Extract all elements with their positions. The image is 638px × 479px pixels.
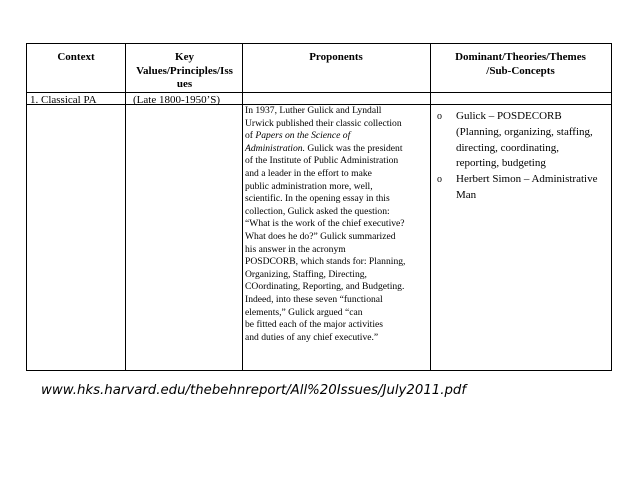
proponents-line: collection, Gulick asked the question: bbox=[245, 205, 390, 217]
col-divider-3 bbox=[430, 43, 431, 371]
bullet-line: Herbert Simon – Administrative bbox=[456, 173, 598, 186]
proponents-line: elements,” Gulick argued “can bbox=[245, 306, 363, 318]
proponents-line bbox=[245, 143, 430, 156]
bullet-marker: o bbox=[437, 174, 442, 186]
header-key-values-line2: Values/Principles/Iss bbox=[136, 64, 233, 77]
proponents-line: In 1937, Luther Gulick and Lyndall bbox=[245, 105, 382, 116]
header-key-values bbox=[126, 51, 243, 92]
header-proponents: Proponents bbox=[309, 51, 363, 63]
bullet-line: Gulick – POSDECORB bbox=[456, 110, 562, 122]
header-dominant-themes bbox=[430, 51, 611, 78]
row1-proponents bbox=[245, 105, 430, 344]
proponents-line: POSDCORB, which stands for: Planning, bbox=[245, 256, 406, 268]
bullet-line: (Planning, organizing, staffing, bbox=[456, 125, 593, 138]
row1-dominant-themes bbox=[437, 109, 611, 204]
list-item bbox=[437, 109, 611, 172]
proponents-line: Organizing, Staffing, Directing, bbox=[245, 268, 367, 280]
proponents-line: COordinating, Reporting, and Budgeting. bbox=[245, 281, 405, 293]
proponents-line: What does he do?” Gulick summarized bbox=[245, 230, 396, 242]
table-border-right bbox=[611, 43, 612, 371]
proponents-line: of the Institute of Public Administration bbox=[245, 155, 399, 167]
bullet-line: directing, coordinating, bbox=[456, 141, 559, 154]
header-key-values-line1: Key bbox=[175, 51, 194, 63]
bullet-line: reporting, budgeting bbox=[456, 157, 546, 170]
proponents-line: and duties of any chief executive.” bbox=[245, 331, 379, 343]
table-border-bottom bbox=[26, 370, 612, 371]
proponents-line: his answer in the acronym bbox=[245, 243, 346, 255]
table-border-left bbox=[26, 43, 27, 371]
proponents-line: “What is the work of the chief executive? bbox=[245, 218, 405, 230]
col-divider-1 bbox=[125, 43, 126, 371]
proponents-line: scientific. In the opening essay in this bbox=[245, 193, 390, 205]
col-divider-2 bbox=[242, 43, 243, 371]
bullet-line: Man bbox=[456, 188, 477, 201]
list-item bbox=[437, 172, 611, 204]
book-title-part1: Papers on the Science of bbox=[255, 130, 351, 142]
proponents-line: Indeed, into these seven “functional bbox=[245, 293, 383, 305]
row1-context: 1. Classical PA bbox=[30, 94, 97, 106]
proponents-line: Urwick published their classic collection bbox=[245, 117, 402, 129]
table-border-top bbox=[26, 43, 612, 44]
proponents-line-prefix: of bbox=[245, 130, 256, 142]
proponents-line-rest: Gulick was the president bbox=[304, 142, 403, 154]
proponents-line bbox=[245, 130, 430, 143]
proponents-line: public administration more, well, bbox=[245, 180, 373, 192]
proponents-line: and a leader in the effort to make bbox=[245, 167, 372, 179]
header-dominant-line2: /Sub-Concepts bbox=[486, 64, 555, 77]
bullet-marker: o bbox=[437, 111, 442, 122]
proponents-line: be fitted each of the major activities bbox=[245, 319, 383, 331]
book-title-part2: Administration. bbox=[245, 142, 305, 154]
source-url: www.hks.harvard.edu/thebehnreport/All%20Issues/July2011.pdf bbox=[41, 383, 467, 398]
row1-key-values: (Late 1800-1950’S) bbox=[133, 94, 221, 106]
header-bottom-border bbox=[26, 92, 612, 93]
header-context: Context bbox=[57, 51, 95, 63]
header-key-values-line3: ues bbox=[176, 78, 193, 90]
header-dominant-line1: Dominant/Theories/Themes bbox=[455, 51, 586, 63]
